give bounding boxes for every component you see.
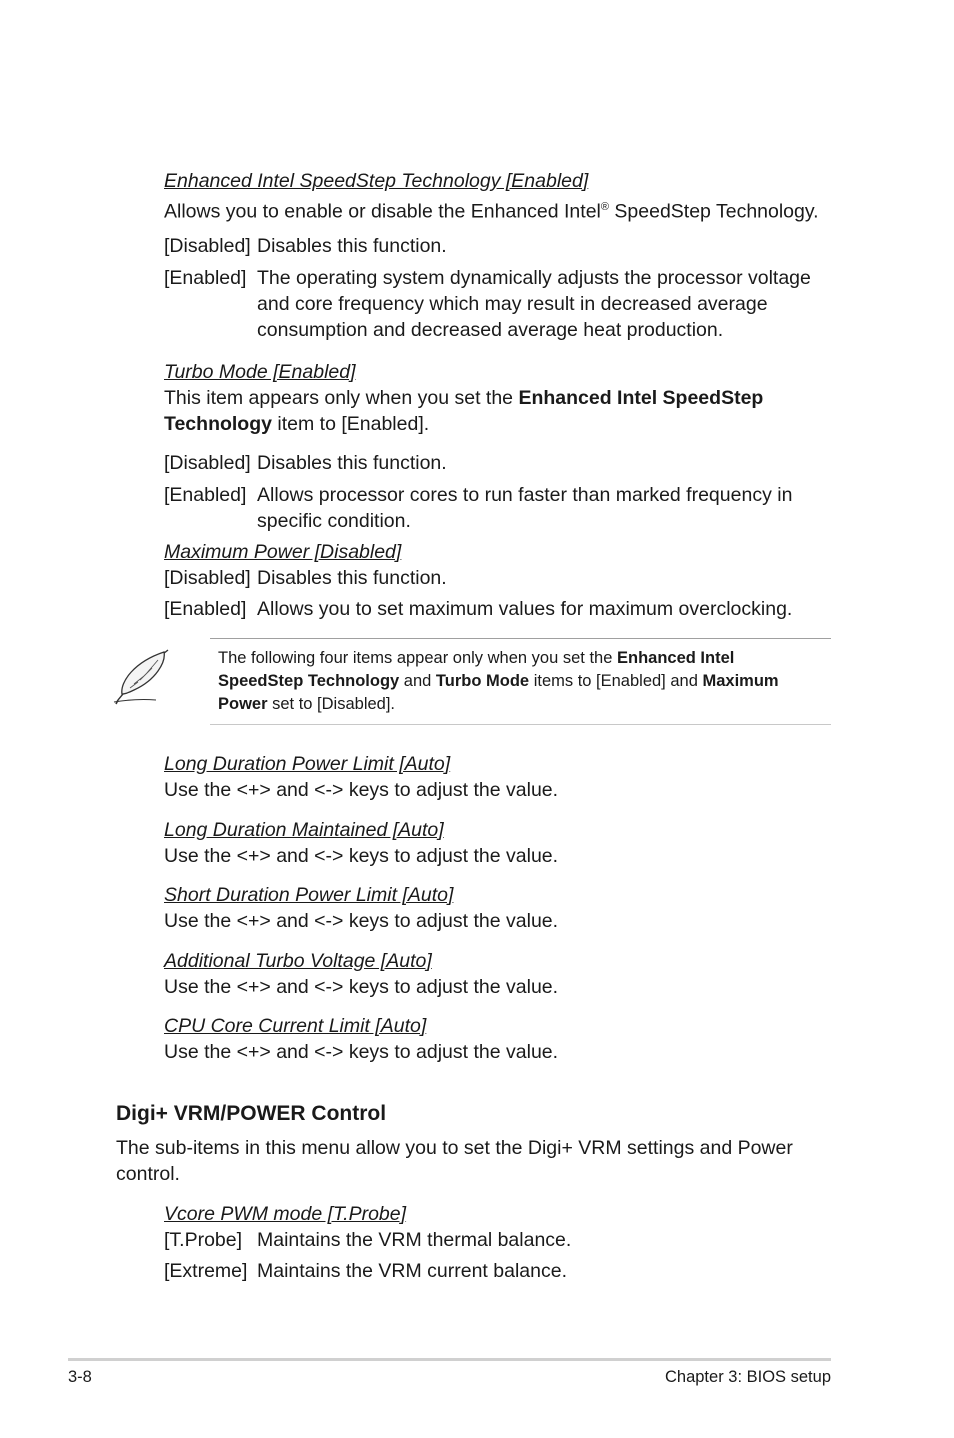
eist-heading: Enhanced Intel SpeedStep Technology [Enabled] — [164, 170, 589, 192]
item-desc: Use the <+> and <-> keys to adjust the value. — [164, 845, 559, 867]
option-key: [T.Probe] — [164, 1229, 243, 1251]
note-text: The following four items appear only when you set the Enhanced Intel SpeedStep Technology and Turbo Mode items to [Enabled] and Maximum Power set to [Disabled]. — [218, 649, 779, 713]
item-desc: Use the <+> and <-> keys to adjust the value. — [164, 976, 559, 998]
turbo-description: This item appears only when you set the Enhanced Intel SpeedStep Technology item to [Enabled]. — [164, 387, 764, 435]
item-desc: Use the <+> and <-> keys to adjust the value. — [164, 1041, 559, 1063]
item-heading: Additional Turbo Voltage [Auto] — [164, 950, 432, 972]
footer-rule — [68, 1358, 831, 1361]
option-key: [Enabled] — [164, 598, 247, 620]
option-key: [Extreme] — [164, 1260, 248, 1282]
option-desc: Allows processor cores to run faster than marked frequency in specific condition. — [257, 484, 793, 532]
option-key: [Enabled] — [164, 484, 247, 506]
vcore-heading: Vcore PWM mode [T.Probe] — [164, 1203, 407, 1225]
item-heading: Long Duration Power Limit [Auto] — [164, 753, 451, 775]
turbo-option-disabled — [164, 450, 824, 476]
option-desc: Maintains the VRM current balance. — [257, 1260, 567, 1282]
maxpower-option-enabled — [164, 596, 824, 622]
maxpower-option-disabled — [164, 565, 824, 591]
option-desc: Disables this function. — [257, 567, 447, 589]
vcore-option-tprobe — [164, 1227, 824, 1253]
option-key: [Disabled] — [164, 567, 251, 589]
item-heading: Long Duration Maintained [Auto] — [164, 819, 444, 841]
note-top-rule — [210, 638, 831, 639]
maxpower-heading: Maximum Power [Disabled] — [164, 541, 402, 563]
option-key: [Disabled] — [164, 235, 251, 257]
option-desc: Disables this function. — [257, 235, 447, 257]
note-bottom-rule — [210, 724, 831, 725]
item-desc: Use the <+> and <-> keys to adjust the value. — [164, 910, 559, 932]
option-desc: The operating system dynamically adjusts the processor voltage and core frequency which may result in decreased average consumption and decreased average heat production. — [257, 267, 811, 341]
turbo-heading: Turbo Mode [Enabled] — [164, 361, 356, 383]
page-number: 3-8 — [68, 1368, 92, 1386]
option-key: [Disabled] — [164, 452, 251, 474]
item-desc: Use the <+> and <-> keys to adjust the value. — [164, 779, 559, 801]
eist-option-enabled — [164, 265, 824, 343]
chapter-title: Chapter 3: BIOS setup — [664, 1368, 831, 1386]
eist-option-disabled — [164, 233, 824, 259]
item-heading: Short Duration Power Limit [Auto] — [164, 884, 454, 906]
option-desc: Maintains the VRM thermal balance. — [257, 1229, 572, 1251]
option-desc: Allows you to set maximum values for maximum overclocking. — [257, 598, 793, 620]
option-key: [Enabled] — [164, 267, 247, 289]
turbo-option-enabled — [164, 482, 824, 534]
item-heading: CPU Core Current Limit [Auto] — [164, 1015, 427, 1037]
section-description: The sub-items in this menu allow you to set the Digi+ VRM settings and Power control. — [116, 1137, 793, 1185]
option-desc: Disables this function. — [257, 452, 447, 474]
vcore-option-extreme — [164, 1258, 824, 1284]
eist-description: Allows you to enable or disable the Enhanced Intel® SpeedStep Technology. — [164, 200, 819, 223]
section-title: Digi+ VRM/POWER Control — [116, 1102, 387, 1125]
feather-pen-icon — [112, 644, 174, 706]
